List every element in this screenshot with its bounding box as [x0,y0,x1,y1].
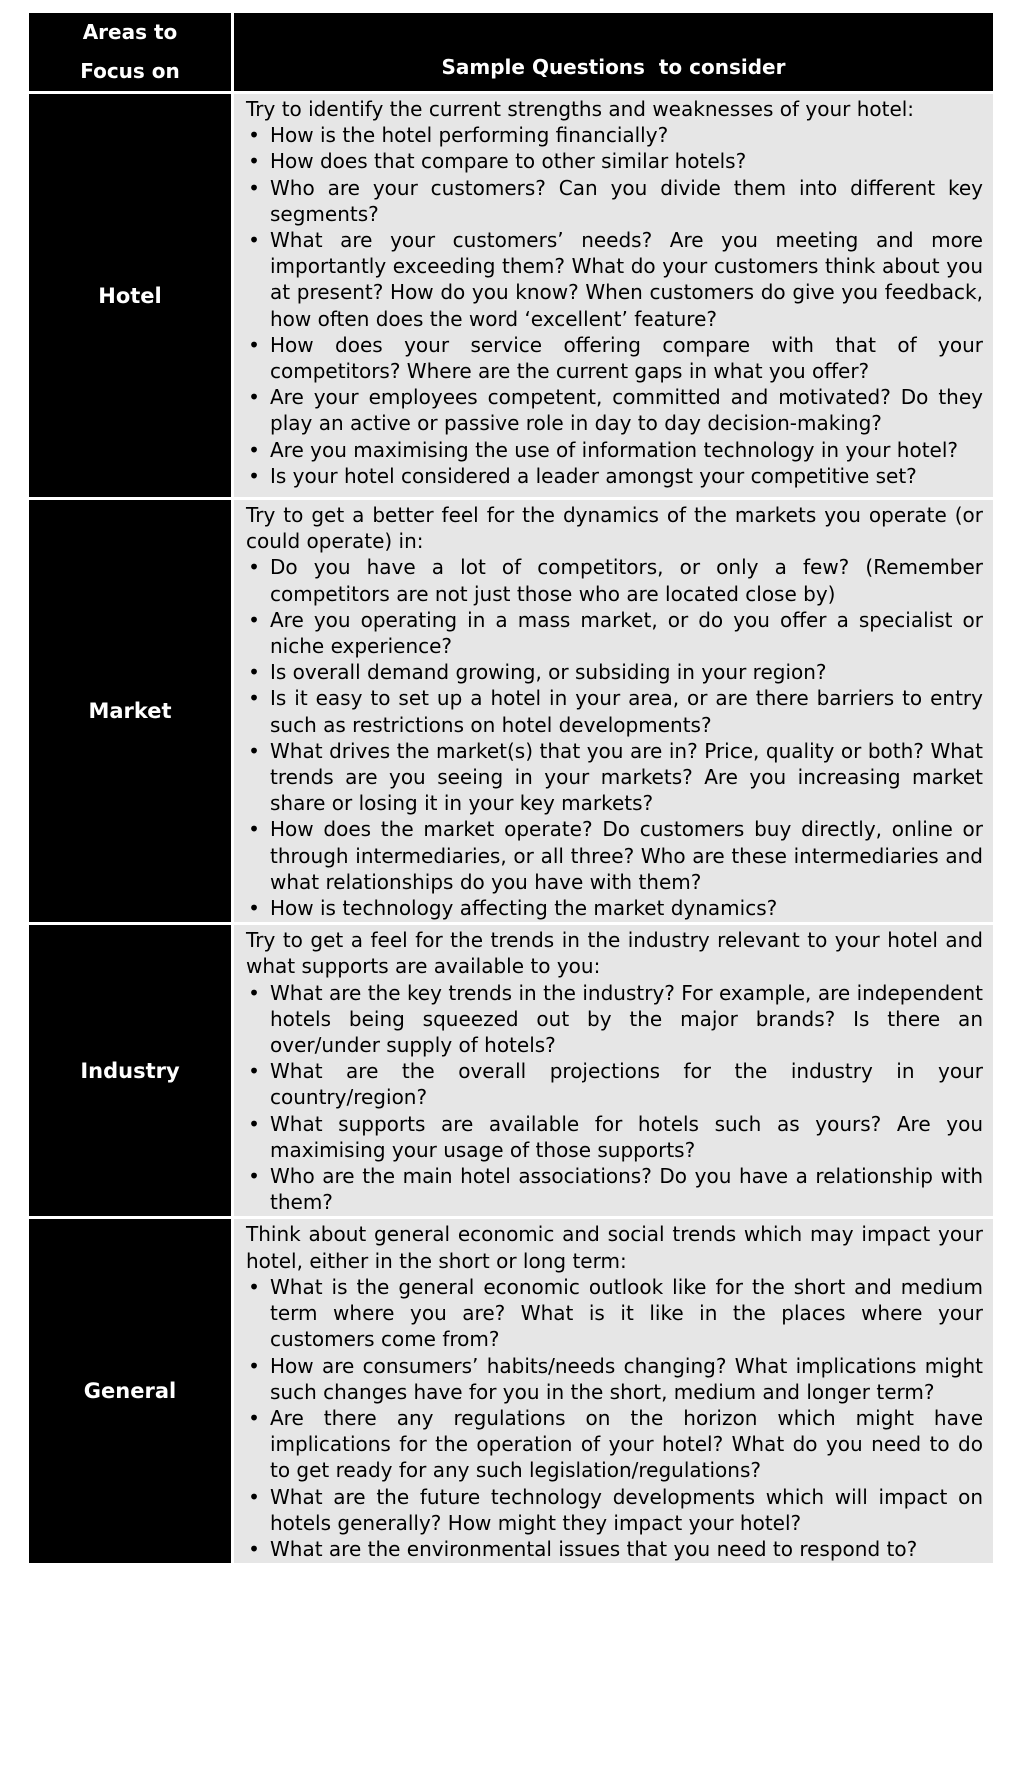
list-item [246,1536,983,1562]
areas-header [29,13,234,94]
bullet-icon: • [248,437,260,462]
question-text: What are the environmental issues that you need to respond to? [270,1536,918,1561]
question-text: What drives the market(s) that you are in? Price, quality or both? What trends are you seeing in your markets? Are you increasing market share or losing it in your key markets? [270,738,983,816]
bullet-icon: • [248,980,260,1005]
list-item [246,659,983,685]
question-text: Who are the main hotel associations? Do you have a relationship with them? [270,1164,983,1215]
list-item [246,738,983,817]
bullet-icon: • [248,1536,260,1561]
bullet-icon: • [248,1405,260,1430]
bullet-icon: • [248,686,260,711]
questions-header: Sample Questions to consider [234,13,993,94]
question-text: How are consumers’ habits/needs changing? What implications might such changes have for you in the short, medium and longer term? [270,1353,983,1404]
question-text: How does your service offering compare with that of your competitors? Where are the current gaps in what you offer? [270,332,983,384]
list-item [246,607,983,659]
list-item [246,148,983,174]
question-text: What is the general economic outlook like for the short and medium term where you are? What is it like in the places where your customers come from? [270,1274,983,1352]
list-item [246,1353,983,1405]
list-item [246,816,983,895]
list-item [246,1274,983,1353]
bullet-icon: • [248,1059,260,1084]
bullet-icon: • [248,817,260,842]
bullet-icon: • [248,175,260,200]
list-item [246,463,983,489]
area-label: Industry [29,925,234,1219]
list-item [246,1405,983,1484]
bullet-icon: • [248,660,260,685]
question-text: How does that compare to other similar hotels? [270,149,747,174]
question-text: Are you maximising the use of information technology in your hotel? [270,437,959,462]
list-item [246,1111,983,1163]
bullet-icon: • [248,738,260,763]
list-item [246,122,983,148]
question-list [246,554,983,921]
questions-cell [234,94,993,500]
bullet-icon: • [248,555,260,580]
bullet-icon: • [248,1274,260,1299]
question-text: What supports are available for hotels such as yours? Are you maximising your usage of those supports? [270,1111,983,1162]
questions-cell [234,500,993,925]
question-list [246,1274,983,1562]
table-header-row [29,13,993,94]
question-text: Are you operating in a mass market, or do you offer a specialist or niche experience? [270,607,983,659]
question-text: What are the future technology developments which will impact on hotels generally? How might they impact your hotel? [270,1484,983,1535]
bullet-icon: • [248,607,260,632]
table-body [29,94,993,1563]
bullet-icon: • [248,332,260,357]
list-item [246,175,983,227]
question-text: How is the hotel performing financially? [270,123,669,148]
question-text: Do you have a lot of competitors, or only a few? (Remember competitors are not just those who are located close by) [270,555,983,606]
area-row-industry [29,925,993,1219]
bullet-icon: • [248,123,260,148]
question-text: What are the overall projections for the industry in your country/region? [270,1059,983,1110]
list-item [246,685,983,737]
list-item [246,332,983,384]
question-text: Are your employees competent, committed and motivated? Do they play an active or passive role in day to day decision-making? [270,385,983,436]
question-text: What are your customers’ needs? Are you meeting and more importantly exceeding them? What do your customers think about you at present? How do you know? When customers do give you feedback, how often does the word ‘excellent’ feature? [270,228,983,331]
list-item [246,437,983,463]
question-list [246,122,983,489]
bullet-icon: • [248,1164,260,1189]
area-row-market [29,500,993,925]
questions-cell [234,1219,993,1563]
question-text: Is it easy to set up a hotel in your area, or are there barriers to entry such as restrictions on hotel developments? [270,686,983,737]
area-row-hotel [29,94,993,500]
section-intro: Think about general economic and social trends which may impact your hotel, either in the short or long term: [246,1222,983,1273]
section-intro: Try to identify the current strengths and weaknesses of your hotel: [246,97,915,121]
bullet-icon: • [248,896,260,921]
bullet-icon: • [248,149,260,174]
areas-header-line-1: Areas to [82,20,178,44]
area-label: Hotel [29,94,234,500]
section-intro: Try to get a feel for the trends in the industry relevant to your hotel and what supports are available to you: [246,928,983,979]
question-text: How does the market operate? Do customers buy directly, online or through intermediaries, or all three? Who are these intermediaries and what relationships do you have with them? [270,817,983,894]
question-text: What are the key trends in the industry? For example, are independent hotels being squeezed out by the major brands? Is there an over/under supply of hotels? [270,980,983,1058]
bullet-icon: • [248,1353,260,1378]
questions-cell [234,925,993,1219]
areas-header-line-2: Focus on [80,59,180,83]
question-text: How is technology affecting the market dynamics? [270,896,778,921]
question-text: Is overall demand growing, or subsiding in your region? [270,660,827,685]
list-item [246,1163,983,1215]
list-item [246,1484,983,1536]
list-item [246,1058,983,1110]
bullet-icon: • [248,463,260,488]
section-intro: Try to get a better feel for the dynamics of the markets you operate (or could operate) in: [246,503,983,554]
list-item [246,895,983,921]
bullet-icon: • [248,228,260,253]
area-row-general [29,1219,993,1563]
bullet-icon: • [248,1484,260,1509]
bullet-icon: • [248,385,260,410]
focus-questions-table [29,13,993,1563]
question-text: Are there any regulations on the horizon which might have implications for the operation of your hotel? What do you need to do to get ready for any such legislation/regulations? [270,1405,983,1483]
area-label: Market [29,500,234,925]
question-text: Who are your customers? Can you divide them into different key segments? [270,175,983,226]
list-item [246,980,983,1059]
bullet-icon: • [248,1111,260,1136]
question-text: Is your hotel considered a leader amongst your competitive set? [270,463,917,488]
question-list [246,980,983,1216]
list-item [246,384,983,436]
list-item [246,554,983,606]
list-item [246,227,983,332]
area-label: General [29,1219,234,1563]
